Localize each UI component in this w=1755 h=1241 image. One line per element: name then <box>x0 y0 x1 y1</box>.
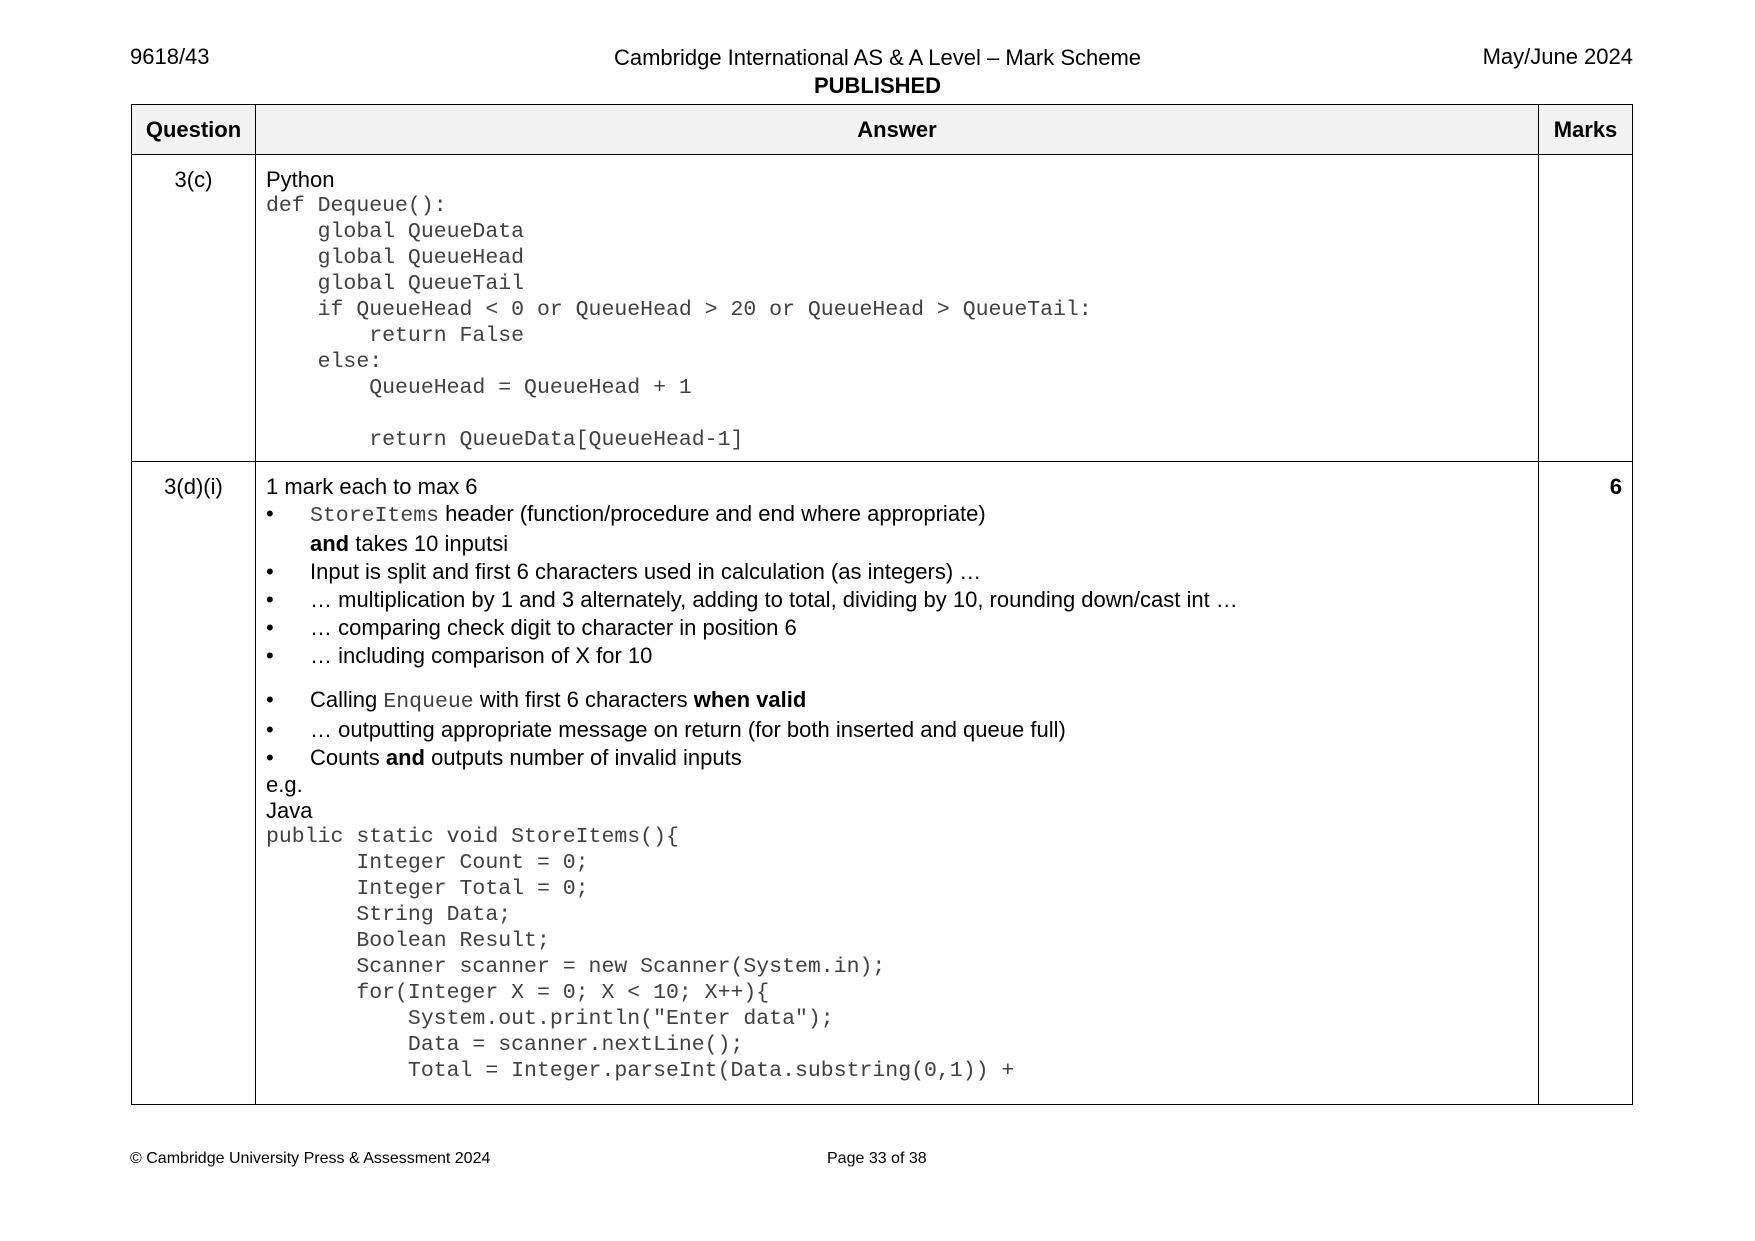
language-label: Python <box>266 167 335 192</box>
bold-text: and <box>385 745 425 770</box>
list-item <box>266 686 1528 716</box>
answer-cell <box>256 462 1539 1105</box>
list-item-text: Calling <box>310 687 384 712</box>
marks-column-header: Marks <box>1539 105 1633 155</box>
list-item: • … including comparison of X for 10 <box>266 642 1528 670</box>
marking-points-list <box>266 500 1528 530</box>
list-item: • … multiplication by 1 and 3 alternately, adding to total, dividing by 10, rounding down/cast int … <box>266 586 1528 614</box>
table-header-row <box>132 105 1633 155</box>
table-row <box>132 155 1633 462</box>
list-item-continuation <box>266 530 1528 558</box>
question-number: 3(c) <box>132 155 256 462</box>
bold-text: when valid <box>693 687 807 712</box>
list-item: • Input is split and first 6 characters used in calculation (as integers) … <box>266 558 1528 586</box>
list-item: • … outputting appropriate message on return (for both inserted and queue full) <box>266 716 1528 744</box>
language-label: Java <box>266 798 313 823</box>
spacer <box>266 670 1528 686</box>
list-item <box>266 500 1528 530</box>
answer-cell <box>256 155 1539 462</box>
list-item: • … comparing check digit to character in position 6 <box>266 614 1528 642</box>
python-code-block: def Dequeue(): global QueueData global QueueHead global QueueTail if QueueHead < 0 or QueueHead > 20 or QueueHead > QueueTail: return False else: QueueHead = QueueHead + 1 return QueueData[QueueHead-1] <box>266 194 1092 452</box>
marks-value: 6 <box>1539 462 1633 1105</box>
mark-scheme-table <box>131 104 1633 1105</box>
answer-column-header: Answer <box>256 105 1539 155</box>
marking-points-list <box>266 686 1528 772</box>
table-row <box>132 462 1633 1105</box>
question-column-header: Question <box>132 105 256 155</box>
code-identifier: Enqueue <box>383 690 474 714</box>
exam-session: May/June 2024 <box>1482 44 1633 69</box>
list-item-text: Counts <box>310 745 386 770</box>
list-item-text: takes 10 inputsi <box>349 531 509 556</box>
question-number: 3(d)(i) <box>132 462 256 1105</box>
mark-allocation-note: 1 mark each to max 6 <box>266 474 478 499</box>
list-item-text: outputs number of invalid inputs <box>424 745 742 770</box>
list-item <box>266 744 1528 772</box>
java-code-block: public static void StoreItems(){ Integer Count = 0; Integer Total = 0; String Data; Boolean Result; Scanner scanner = new Scanner(System.in); for(Integer X = 0; X < 10; X++){ System.out.println("Enter data"); Data = scanner.nextLine(); Total = Integer.parseInt(Data.substring(0,1)) + <box>266 825 1015 1083</box>
paper-code: 9618/43 <box>130 44 210 69</box>
marking-points-list <box>266 558 1528 670</box>
page-number: Page 33 of 38 <box>827 1150 927 1167</box>
bold-text: and <box>310 531 350 556</box>
example-label: e.g. <box>266 772 303 797</box>
copyright-notice: © Cambridge University Press & Assessment 2024 <box>130 1150 491 1167</box>
code-identifier: StoreItems <box>310 504 440 528</box>
list-item-text: with first 6 characters <box>473 687 694 712</box>
list-item-text: header (function/procedure and end where appropriate) <box>439 501 986 526</box>
document-title-text: Cambridge International AS & A Level – Mark Scheme <box>613 45 1142 70</box>
published-label: PUBLISHED <box>813 73 942 98</box>
marks-value <box>1539 155 1633 462</box>
